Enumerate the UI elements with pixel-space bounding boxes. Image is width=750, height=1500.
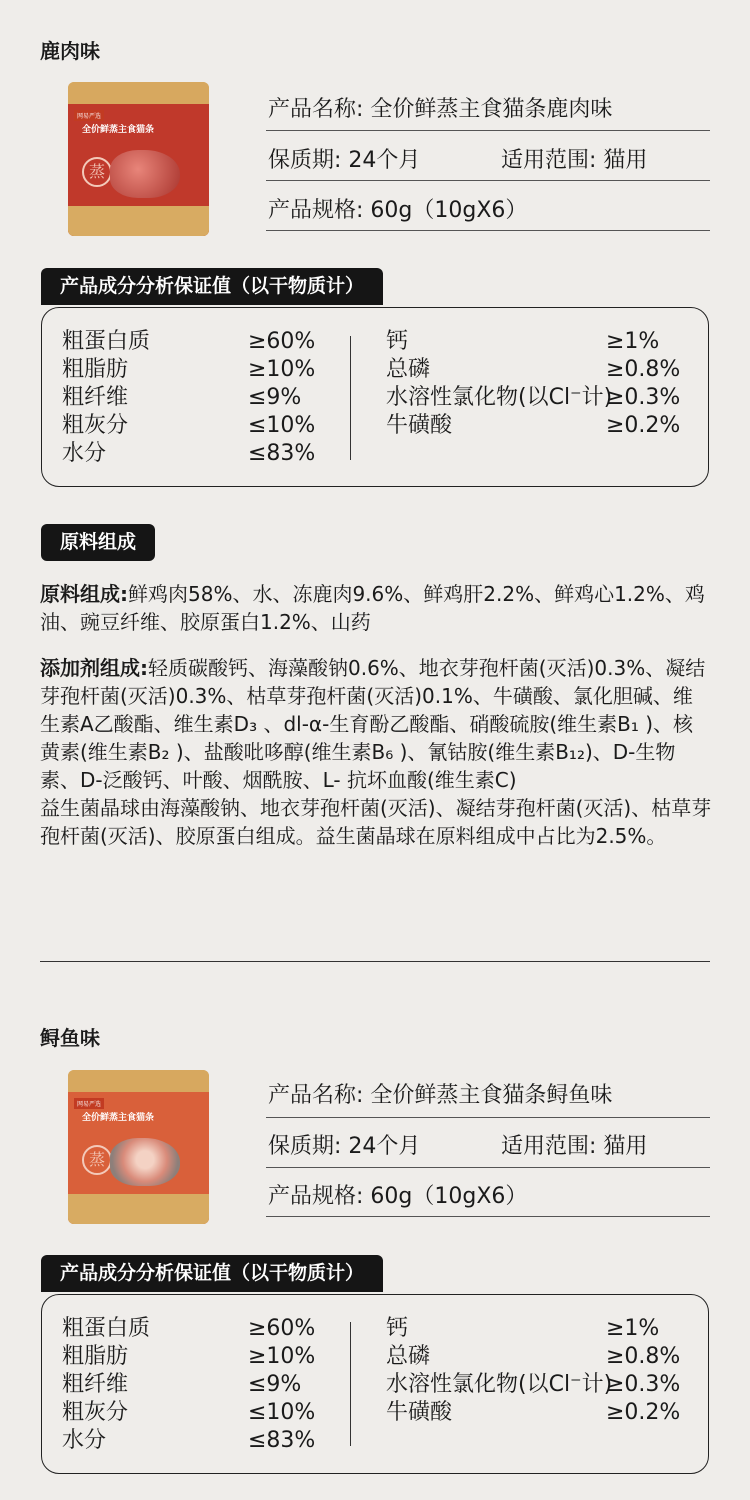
nutrient-row (386, 1371, 691, 1399)
nutrient-row (62, 412, 332, 440)
product-spec: 产品规格: 60g（10gX6） (268, 1184, 528, 1209)
divider (266, 1167, 710, 1168)
pack-mark: 蒸 (82, 1145, 112, 1175)
raw-material-content: 鲜鸡肉58%、水、冻鹿肉9.6%、鲜鸡肝2.2%、鲜鸡心1.2%、鸡油、豌豆纤维、胶原蛋白1.2%、山药 (40, 582, 705, 634)
nutrient-row (386, 1343, 691, 1371)
additive-text (40, 654, 712, 850)
nutrient-row (62, 1371, 332, 1399)
nutrient-row (62, 1399, 332, 1427)
shelf-life-row (268, 1129, 710, 1160)
meat-image (110, 150, 180, 198)
analysis-tag: 产品成分分析保证值（以干物质计） (41, 1255, 383, 1292)
nutrient-value: ≥0.2% (606, 1400, 681, 1425)
pack-brand: 网易严选 (74, 1098, 104, 1109)
shelf-life: 保质期: 24个月 (268, 1134, 421, 1159)
nutrients-right (386, 1315, 691, 1427)
nutrient-name: 水分 (62, 1428, 107, 1453)
nutrient-value: ≤10% (248, 413, 316, 438)
nutrient-value: ≥60% (248, 1316, 316, 1341)
nutrient-value: ≥0.2% (606, 413, 681, 438)
nutrient-value: ≥60% (248, 329, 316, 354)
pack-name: 全价鲜蒸主食猫条 (82, 125, 155, 135)
pack-bottom (68, 206, 209, 236)
pack-brand: 网易严选 (74, 110, 104, 121)
section-divider (40, 961, 710, 962)
nutrient-name: 粗灰分 (62, 413, 129, 438)
pack-name: 全价鲜蒸主食猫条 (82, 1113, 155, 1123)
pack-bottom (68, 1194, 209, 1224)
nutrient-value: ≤9% (248, 385, 302, 410)
analysis-tag: 产品成分分析保证值（以干物质计） (41, 268, 383, 305)
nutrient-value: ≤9% (248, 1372, 302, 1397)
nutrient-row (386, 412, 691, 440)
product-spec: 产品规格: 60g（10gX6） (268, 198, 528, 223)
nutrient-value: ≥0.8% (606, 1344, 681, 1369)
nutrient-name: 粗脂肪 (62, 1344, 129, 1369)
nutrient-value: ≥0.3% (606, 1372, 681, 1397)
product-image-mackerel (68, 1070, 209, 1224)
nutrient-name: 水溶性氯化物(以Cl⁻计) (386, 385, 613, 410)
divider (350, 1322, 351, 1446)
nutrients-right (386, 328, 691, 440)
nutrient-value: ≥1% (606, 329, 660, 354)
nutrient-value: ≤83% (248, 1428, 316, 1453)
nutrient-name: 水分 (62, 441, 107, 466)
divider (350, 336, 351, 460)
nutrient-row (386, 356, 691, 384)
pack-lid (68, 82, 209, 105)
divider (266, 1117, 710, 1118)
additive-label: 添加剂组成: (40, 656, 148, 680)
nutrient-row (386, 328, 691, 356)
nutrient-row (386, 1399, 691, 1427)
product-name: 产品名称: 全价鲜蒸主食猫条鲟鱼味 (268, 1083, 613, 1108)
nutrient-row (62, 384, 332, 412)
nutrient-name: 粗纤维 (62, 385, 129, 410)
nutrient-row (62, 328, 332, 356)
nutrient-row (62, 1427, 332, 1455)
nutrients-left (62, 1315, 332, 1455)
section-title-mackerel: 鲟鱼味 (40, 1026, 100, 1050)
nutrient-row (386, 1315, 691, 1343)
divider (266, 1216, 710, 1217)
product-name: 产品名称: 全价鲜蒸主食猫条鹿肉味 (268, 97, 613, 122)
nutrient-name: 粗脂肪 (62, 357, 129, 382)
divider (266, 180, 710, 181)
product-image-venison (68, 82, 209, 236)
nutrient-row (62, 356, 332, 384)
nutrient-name: 粗纤维 (62, 1372, 129, 1397)
raw-material-label: 原料组成: (40, 582, 128, 606)
nutrient-name: 牛磺酸 (386, 1400, 453, 1425)
nutrient-row (62, 1343, 332, 1371)
nutrient-name: 总磷 (386, 357, 431, 382)
divider (266, 130, 710, 131)
nutrient-value: ≥1% (606, 1316, 660, 1341)
nutrient-row (386, 384, 691, 412)
fish-image (110, 1138, 180, 1186)
additive-content: 轻质碳酸钙、海藻酸钠0.6%、地衣芽孢杆菌(灭活)0.3%、凝结芽孢杆菌(灭活)0.3%、枯草芽孢杆菌(灭活)0.1%、牛磺酸、氯化胆碱、维生素A乙酸酯、维生素D₃ 、dl-α-生育酚乙酸酯、硝酸硫胺(维生素B₁ )、核黄素(维生素B₂ )、盐酸吡哆醇(维生素B₆ )、氰钴胺(维生素B₁₂)、D-生物素、D-泛酸钙、叶酸、烟酰胺、L- 抗坏血酸(维生素C) (40, 656, 706, 792)
shelf-life-row (268, 143, 710, 174)
nutrient-row (62, 1315, 332, 1343)
nutrient-name: 钙 (386, 1316, 409, 1341)
nutrient-name: 钙 (386, 329, 409, 354)
nutrient-name: 粗灰分 (62, 1400, 129, 1425)
pack-lid (68, 1070, 209, 1093)
nutrient-value: ≥10% (248, 1344, 316, 1369)
pack-mark: 蒸 (82, 157, 112, 187)
divider (266, 230, 710, 231)
raw-material-tag: 原料组成 (41, 524, 155, 561)
nutrient-value: ≥0.3% (606, 385, 681, 410)
nutrient-value: ≤10% (248, 1400, 316, 1425)
raw-material-text (40, 580, 712, 636)
nutrient-row (62, 440, 332, 468)
nutrient-name: 粗蛋白质 (62, 1316, 151, 1341)
probiotic-content: 益生菌晶球由海藻酸钠、地衣芽孢杆菌(灭活)、凝结芽孢杆菌(灭活)、枯草芽孢杆菌(灭活)、胶原蛋白组成。益生菌晶球在原料组成中占比为2.5%。 (40, 796, 712, 848)
usage-scope: 适用范围: 猫用 (501, 148, 648, 173)
nutrient-name: 总磷 (386, 1344, 431, 1369)
nutrients-left (62, 328, 332, 468)
nutrient-value: ≥10% (248, 357, 316, 382)
nutrient-value: ≥0.8% (606, 357, 681, 382)
nutrient-value: ≤83% (248, 441, 316, 466)
shelf-life: 保质期: 24个月 (268, 148, 421, 173)
usage-scope: 适用范围: 猫用 (501, 1134, 648, 1159)
nutrient-name: 水溶性氯化物(以Cl⁻计) (386, 1372, 613, 1397)
nutrient-name: 粗蛋白质 (62, 329, 151, 354)
nutrient-name: 牛磺酸 (386, 413, 453, 438)
section-title-venison: 鹿肉味 (40, 39, 100, 63)
